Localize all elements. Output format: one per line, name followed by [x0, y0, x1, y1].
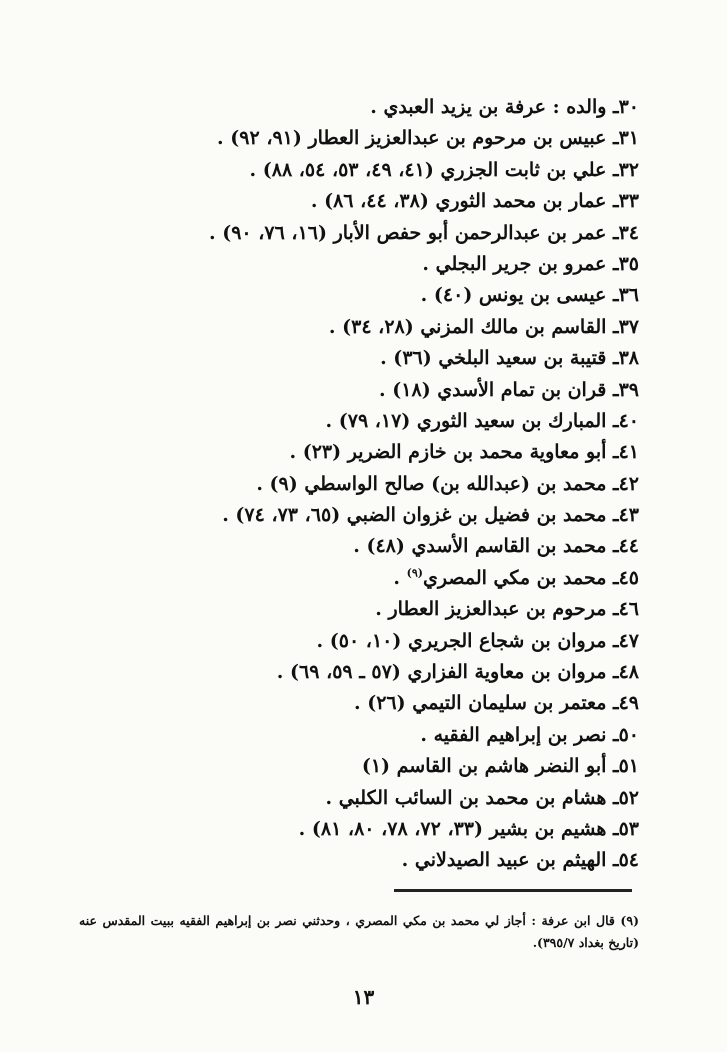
page-number: ١٣: [352, 985, 375, 1009]
entry-text: ٤٥ـ محمد بن مكي المصري: [423, 566, 639, 589]
list-item: ٣٤ـ عمر بن عبدالرحمن أبو حفص الأبار (١٦، ٧٦، ٩٠) .: [208, 221, 639, 244]
list-item: ٣١ـ عبيس بن مرحوم بن عبدالعزيز العطار (٩١، ٩٢) .: [217, 127, 639, 150]
list-item: ٣٠ـ والده : عرفة بن يزيد العبدي .: [370, 96, 639, 118]
list-item: ٥٢ـ هشام بن محمد بن السائب الكلبي .: [325, 786, 639, 809]
list-item: ٤٣ـ محمد بن فضيل بن غزوان الضبي (٦٥، ٧٣، ٧٤) .: [222, 504, 639, 527]
list-item: ٣٣ـ عمار بن محمد الثوري (٣٨، ٤٤، ٨٦) .: [310, 190, 639, 213]
list-item: ٥٣ـ هشيم بن بشير (٣٣، ٧٢، ٧٨، ٨٠، ٨١) .: [298, 817, 639, 840]
list-item: ٥١ـ أبو النضر هاشم بن القاسم (١): [361, 755, 639, 778]
list-item: ٣٥ـ عمرو بن جرير البجلي .: [422, 252, 639, 275]
list-item: ٤٢ـ محمد بن (عبدالله بن) صالح الواسطي (٩) .: [256, 472, 639, 495]
list-item: ٥٤ـ الهيثم بن عبيد الصيدلاني .: [401, 849, 639, 872]
list-item: ٤٠ـ المبارك بن سعيد الثوري (١٧، ٧٩) .: [325, 409, 639, 432]
list-item: ٣٦ـ عيسى بن يونس (٤٠) .: [420, 284, 639, 307]
list-item: ٤٧ـ مروان بن شجاع الجريري (١٠، ٥٠) .: [316, 629, 639, 652]
list-item: ٥٠ـ نصر بن إبراهيم الفقيه .: [420, 723, 639, 746]
list-item: ٣٨ـ قتيبة بن سعيد البلخي (٣٦) .: [380, 347, 639, 370]
footnote-reference: (٩): [406, 566, 423, 580]
list-item: ٤٨ـ مروان بن معاوية الفزاري (٥٧ ـ ٥٩، ٦٩) .: [276, 661, 639, 684]
list-item: ٤٩ـ معتمر بن سليمان التيمي (٢٦) .: [353, 692, 639, 715]
list-item: ٣٩ـ قران بن تمام الأسدي (١٨) .: [379, 378, 639, 401]
footnote: (٩) قال ابن عرفة : أجاز لي محمد بن مكي المصري ، وحدثني نصر بن إبراهيم الفقيه ببيت المقدس عنه (تاريخ بغداد ٣٩٥/٧).: [79, 913, 639, 950]
list-item: ٤٦ـ مرحوم بن عبدالعزيز العطار .: [375, 598, 639, 621]
list-item: ٣٢ـ علي بن ثابت الجزري (٤١، ٤٩، ٥٣، ٥٤، ٨٨) .: [249, 158, 639, 181]
list-item: ٤١ـ أبو معاوية محمد بن خازم الضرير (٢٣) .: [289, 441, 639, 464]
footnote-divider: [394, 889, 632, 892]
list-item: ٣٧ـ القاسم بن مالك المزني (٢٨، ٣٤) .: [328, 315, 639, 338]
list-item-with-footnote: [39, 563, 639, 594]
entry-end: .: [393, 566, 407, 589]
narrators-list: [39, 92, 639, 877]
list-item: ٤٤ـ محمد بن القاسم الأسدي (٤٨) .: [353, 535, 639, 558]
